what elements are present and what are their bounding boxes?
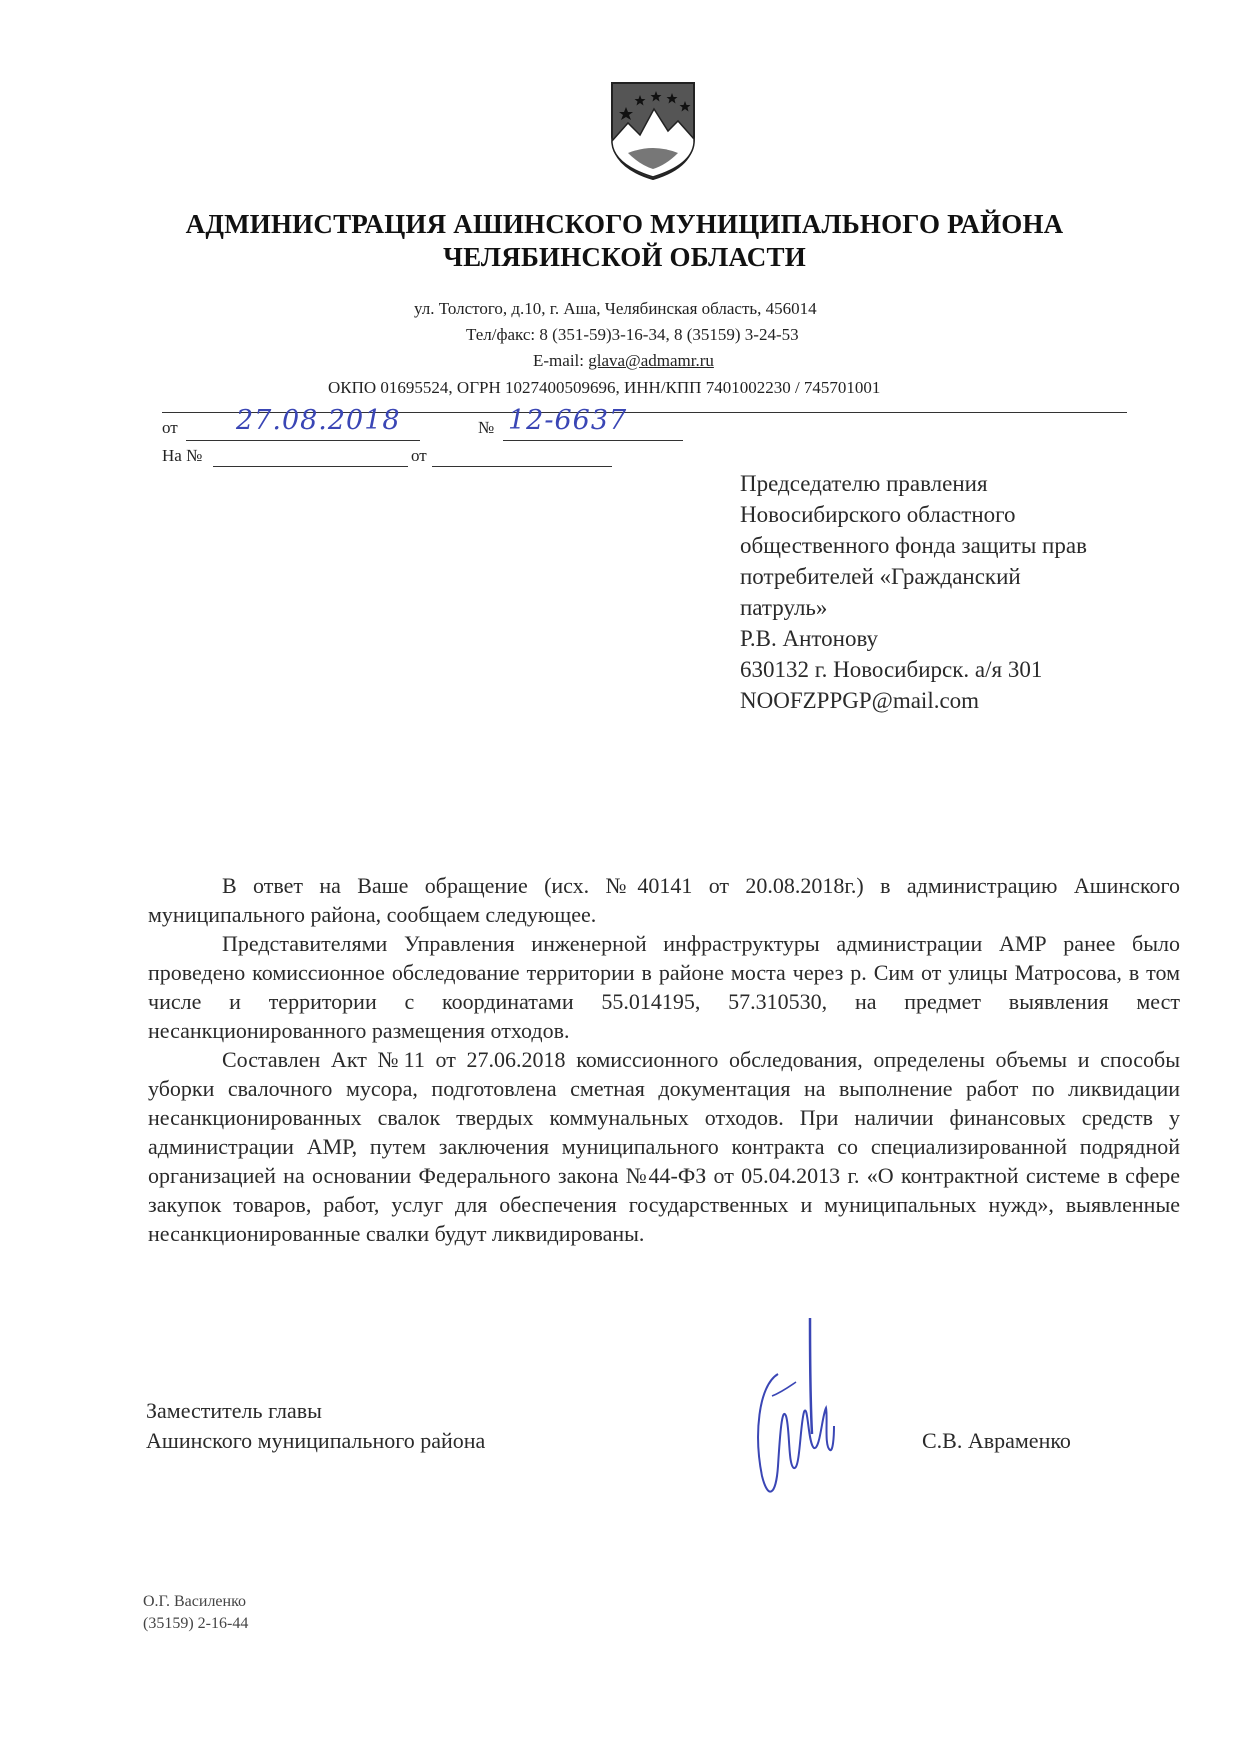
signatory-title	[146, 1396, 485, 1456]
handwritten-number: 12-6637	[508, 405, 628, 436]
reply-number-underline	[213, 466, 408, 467]
signatory-title-line: Ашинского муниципального района	[146, 1428, 486, 1453]
addressee-line: патруль»	[740, 595, 828, 620]
performer-phone: (35159) 2-16-44	[143, 1615, 249, 1632]
organization-phone: Тел/факс: 8 (351-59)3-16-34, 8 (35159) 3-24-53	[466, 325, 799, 344]
reply-date-underline	[432, 466, 612, 467]
body-paragraph: В ответ на Ваше обращение (исх. №40141 от 20.08.2018г.) в администрацию Ашинского муниципального района, сообщаем следующее.	[148, 873, 1180, 927]
number-label: №	[478, 418, 495, 437]
from-label: от	[162, 418, 178, 437]
reply-number-label: На №	[162, 446, 203, 465]
addressee-block	[740, 468, 1200, 716]
signatory-title-line: Заместитель главы	[146, 1398, 322, 1423]
handwritten-signature	[738, 1316, 836, 1512]
body-paragraph: Представителями Управления инженерной инфраструктуры администрации АМР ранее было проведено комиссионное обследование территории в районе моста через р. Сим от улицы Матросова, в том числе и территории с координатами 55.014195, 57.310530, на предмет выявления мест несанкционированного размещения отходов.	[148, 931, 1180, 1043]
body-paragraph: Составлен Акт №11 от 27.06.2018 комиссионного обследования, определены объемы и способы уборки свалочного мусора, подготовлена сметная документация на выполнение работ по ликвидации несанкционированных свалок твердых коммунальных отходов. При наличии финансовых средств у администрации АМР, путем заключения муниципального контракта со специализированной подрядной организацией на основании Федерального закона №44-ФЗ от 05.04.2013 г. «О контрактной системе в сфере закупок товаров, работ, услуг для обеспечения государственных и муниципальных нужд», выявленные несанкционированные свалки будут ликвидированы.	[148, 1047, 1180, 1246]
performer-block	[143, 1591, 248, 1635]
organization-region: ЧЕЛЯБИНСКОЙ ОБЛАСТИ	[443, 242, 806, 272]
performer-name: О.Г. Василенко	[143, 1593, 247, 1610]
addressee-line: Председателю правления	[740, 471, 988, 496]
addressee-line: общественного фонда защиты прав	[740, 533, 1087, 558]
addressee-postal-address: 630132 г. Новосибирск. а/я 301	[740, 657, 1043, 682]
addressee-line: потребителей «Гражданский	[740, 564, 1021, 589]
handwritten-date: 27.08.2018	[236, 405, 401, 436]
date-underline	[186, 440, 420, 441]
addressee-name: Р.В. Антонову	[740, 626, 879, 651]
addressee-line: Новосибирского областного	[740, 502, 1016, 527]
organization-registry: ОКПО 01695524, ОГРН 1027400509696, ИНН/КПП 7401002230 / 745701001	[328, 378, 881, 397]
organization-email-line	[533, 351, 714, 371]
organization-address: ул. Толстого, д.10, г. Аша, Челябинская область, 456014	[414, 299, 817, 318]
reply-from-label: от	[411, 446, 427, 465]
coat-of-arms-icon	[606, 79, 700, 183]
email-label: E-mail:	[533, 351, 589, 370]
addressee-email: NOOFZPPGP@mail.com	[740, 688, 980, 713]
email-link[interactable]: glava@admamr.ru	[588, 351, 714, 370]
letter-body	[148, 871, 1180, 1248]
signatory-name: С.В. Авраменко	[922, 1428, 1071, 1453]
number-underline	[503, 440, 683, 441]
organization-name: АДМИНИСТРАЦИЯ АШИНСКОГО МУНИЦИПАЛЬНОГО РАЙОНА	[185, 209, 1064, 239]
